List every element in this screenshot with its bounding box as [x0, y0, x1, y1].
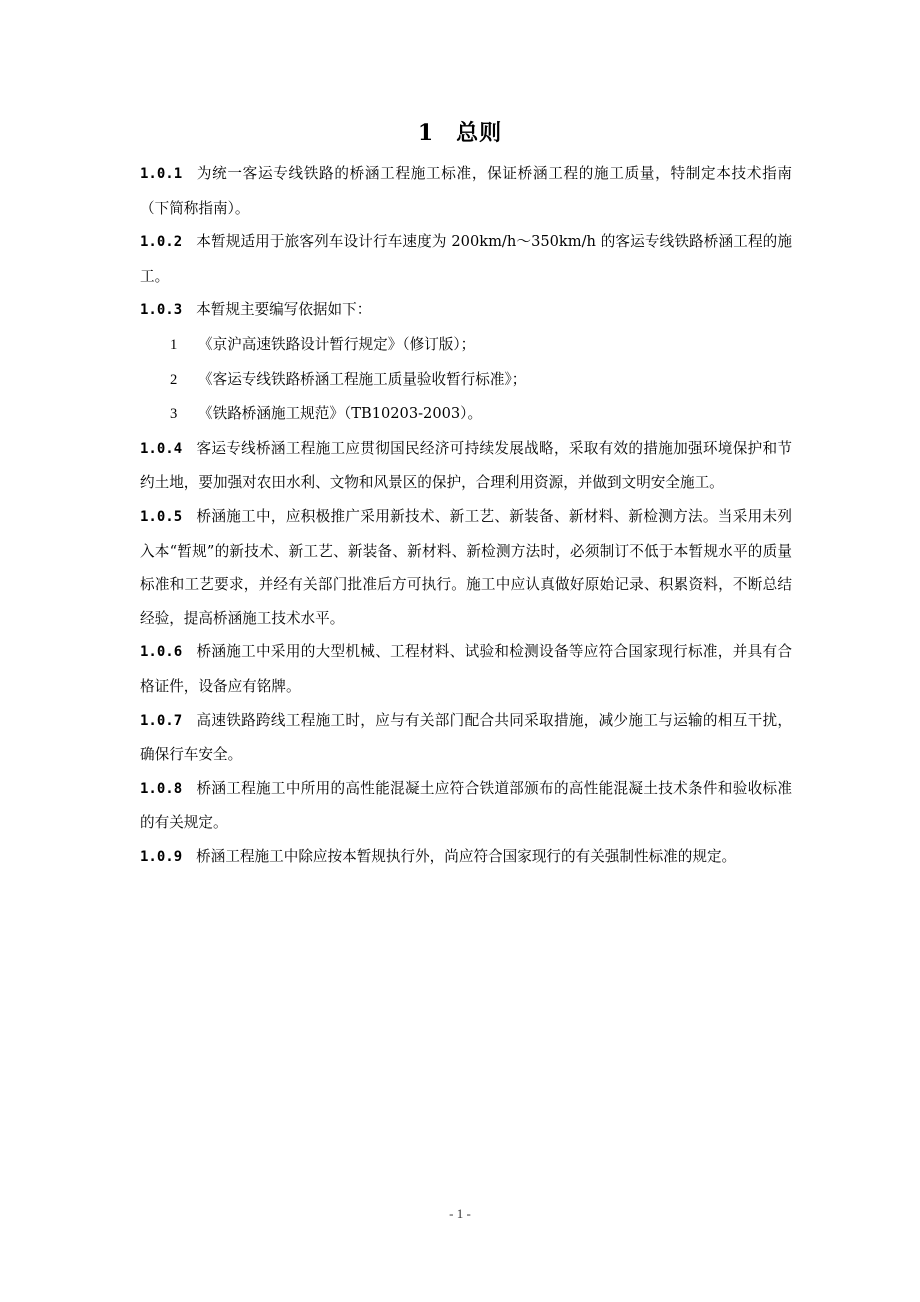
- clause-number: 1.0.7: [140, 712, 183, 729]
- clause-text: 桥涵施工中采用的大型机械、工程材料、试验和检测设备等应符合国家现行标准，并具有合格证件，设备应有铭牌。: [140, 643, 792, 695]
- reference-text: 《客运专线铁路桥涵工程施工质量验收暂行标准》；: [198, 370, 527, 388]
- clause-text: 桥涵工程施工中所用的高性能混凝土应符合铁道部颁布的高性能混凝土技术条件和验收标准的有关规定。: [140, 779, 792, 832]
- clause-1-0-2: [140, 225, 792, 293]
- clause-1-0-1: [140, 157, 792, 225]
- reference-item: [140, 397, 792, 432]
- chapter-title: [0, 118, 920, 148]
- clause-text: 客运专线桥涵工程施工应贯彻国民经济可持续发展战略，采取有效的措施加强环境保护和节约土地，要加强对农田水利、文物和风景区的保护，合理利用资源，并做到文明安全施工。: [140, 439, 792, 492]
- reference-text: 《铁路桥涵施工规范》（TB10203-2003）。: [198, 405, 483, 423]
- clause-text: 为统一客运专线铁路的桥涵工程施工标准，保证桥涵工程的施工质量，特制定本技术指南（下简称指南）。: [140, 165, 792, 217]
- clause-1-0-9: [140, 840, 792, 875]
- clause-text: 桥涵施工中，应积极推广采用新技术、新工艺、新装备、新材料、新检测方法。当采用未列入本“暂规”的新技术、新工艺、新装备、新材料、新检测方法时，必须制订不低于本暂规水平的质量标准和工艺要求，并经有关部门批准后方可执行。施工中应认真做好原始记录、积累资料，不断总结经验，提高桥涵施工技术水平。: [140, 507, 792, 627]
- clause-1-0-4: [140, 432, 792, 500]
- clause-1-0-5: [140, 500, 792, 635]
- clause-number: 1.0.5: [140, 508, 183, 525]
- clause-1-0-6: [140, 635, 792, 703]
- reference-text: 《京沪高速铁路设计暂行规定》（修订版）；: [198, 335, 476, 353]
- clause-text: 本暂规适用于旅客列车设计行车速度为 200km/h～350km/h 的客运专线铁路桥涵工程的施工。: [140, 233, 792, 285]
- reference-number: 2: [170, 371, 178, 388]
- clause-1-0-7: [140, 704, 792, 772]
- clause-number: 1.0.1: [140, 166, 183, 182]
- page-number: - 1 -: [449, 1206, 471, 1221]
- clause-number: 1.0.2: [140, 234, 183, 251]
- clause-number: 1.0.9: [140, 848, 183, 865]
- clause-text: 高速铁路跨线工程施工时，应与有关部门配合共同采取措施，减少施工与运输的相互干扰，确保行车安全。: [140, 711, 792, 764]
- clause-number: 1.0.6: [140, 644, 183, 661]
- clause-number: 1.0.3: [140, 302, 183, 319]
- clause-number: 1.0.8: [140, 780, 183, 797]
- reference-number: 1: [170, 336, 178, 353]
- chapter-title-text: 总则: [456, 120, 503, 146]
- reference-number: 3: [170, 406, 178, 423]
- clause-text: 桥涵工程施工中除应按本暂规执行外，尚应符合国家现行的有关强制性标准的规定。: [196, 847, 737, 865]
- chapter-number: 1: [417, 120, 435, 146]
- clause-1-0-3: [140, 293, 792, 328]
- clause-number: 1.0.4: [140, 440, 183, 457]
- clause-text: 本暂规主要编写依据如下：: [196, 301, 372, 319]
- reference-item: [140, 328, 792, 363]
- clause-1-0-8: [140, 772, 792, 840]
- reference-item: [140, 363, 792, 398]
- document-body: [140, 157, 792, 874]
